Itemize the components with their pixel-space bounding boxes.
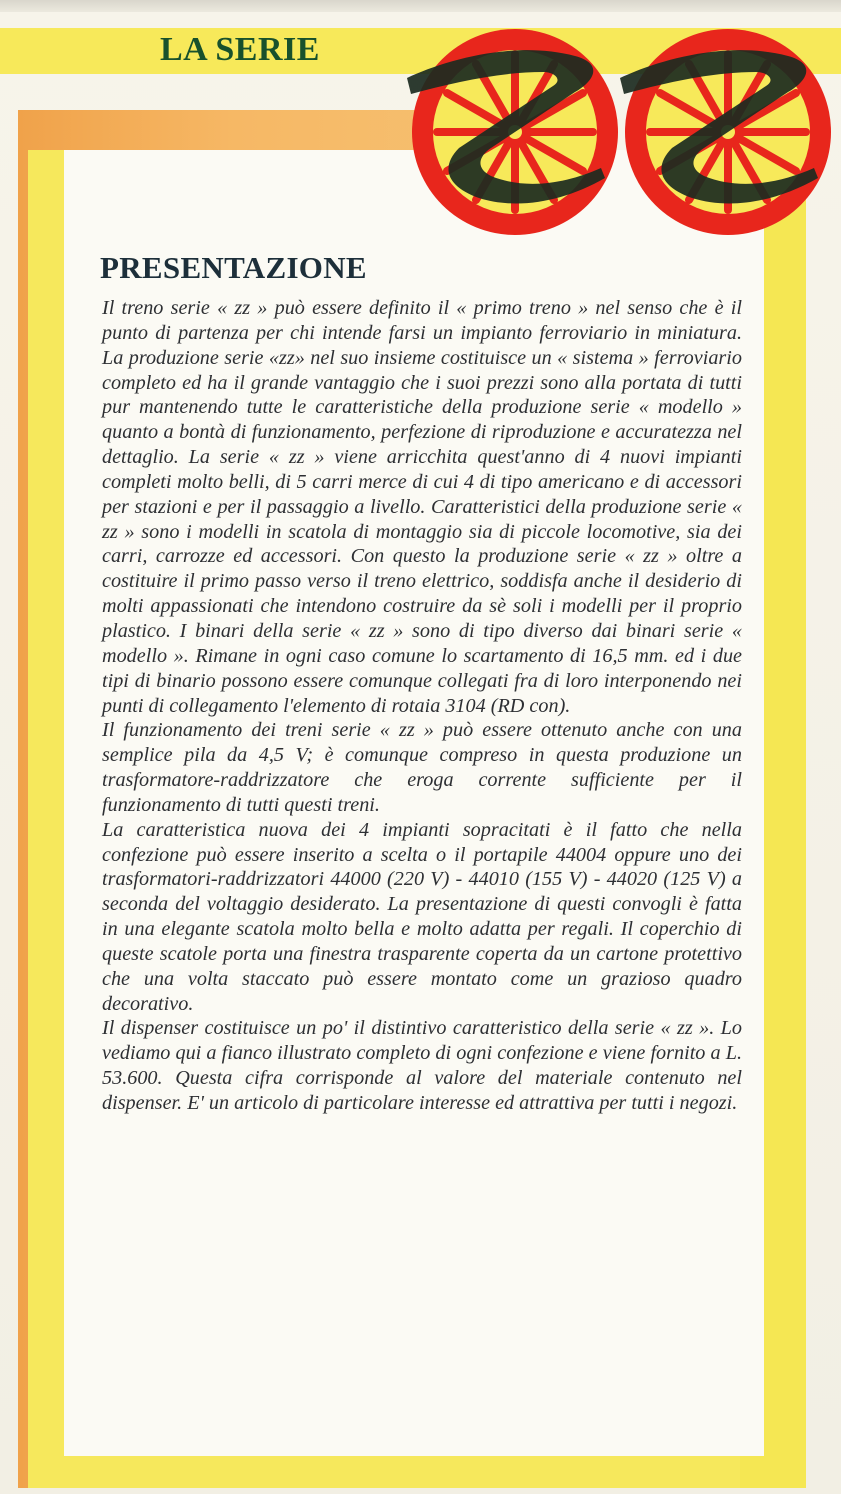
body-paragraph-3: La caratteristica nuova dei 4 impianti sopracitati è il fatto che nella confezione può essere inserito a scelta o il portapile 44004 oppure uno dei trasformatori-raddrizzatori 44000 (220 V) - 44010 (155 V) - 44020 (125 V) a seconda del voltaggio desiderato. La presentazione di questi convogli è fatta in una elegante scatola molto bella e molto adatta per regali. Il coperchio di queste scatole porta una finestra trasparente coperta da un cartone protettivo che una volta staccato può essere montato come un grazioso quadro decorativo. xyxy=(102,818,742,1015)
body-paragraph-2: Il funzionamento dei treni serie « zz » può essere ottenuto anche con una semplice pila da 4,5 V; è comunque compreso in questa produzione un trasformatore-raddrizzatore che eroga corrente sufficiente per il funzionamento di tutti questi treni. xyxy=(102,719,742,816)
header-title: LA SERIE xyxy=(160,31,320,68)
body-paragraph-1: Il treno serie « zz » può essere definito il « primo treno » nel senso che è il punto di partenza per chi intende farsi un impianto ferroviario in miniatura. La produzione serie «zz» nel suo insieme costituisce un « sistema » ferroviario completo ed ha il grande vantaggio che i suoi prezzi sono alla portata di tutti pur mantenendo tutte le caratteristiche della produzione serie « modello » quanto a bontà di funzionamento, perfezione di riproduzione e accuratezza nel dettaglio. La serie « zz » viene arricchita quest'anno di 4 nuovi impianti completi molto belli, di 5 carri merce di cui 4 di tipo americano e di accessori per stazioni e per il passaggio a livello. Caratteristici della produzione serie « zz » sono i modelli in scatola di montaggio sia di piccole locomotive, sia dei carri, carrozze ed accessori. Con questo la produzione serie « zz » oltre a costituire il primo passo verso il treno elettrico, soddisfa anche il desiderio di molti appassionati che intendono costruire da sè soli i modelli per il proprio plastico. I binari della serie « zz » sono di tipo diverso dai binari serie « modello ». Rimane in ogni caso comune lo scartamento di 16,5 mm. ed i due tipi di binario possono essere comunque collegati fra di loro interponendo nei punti di collegamento l'elemento di rotaia 3104 (RD con). xyxy=(102,297,742,717)
zz-logo-wheel-right-icon xyxy=(618,20,838,236)
section-title: PRESENTAZIONE xyxy=(100,250,367,285)
body-paragraph-4: Il dispenser costituisce un po' il distintivo caratteristico della serie « zz ». Lo vediamo qui a fianco illustrato completo di ogni confezione e viene fornito a L. 53.600. Questa cifra corrisponde al valore del materiale contenuto nel dispenser. E' un articolo di particolare interesse ed attrattiva per tutti i negozi. xyxy=(102,1017,742,1114)
page-top-edge xyxy=(0,0,841,12)
zz-logo-wheel-left-icon xyxy=(405,20,625,236)
body-text xyxy=(102,296,742,1116)
